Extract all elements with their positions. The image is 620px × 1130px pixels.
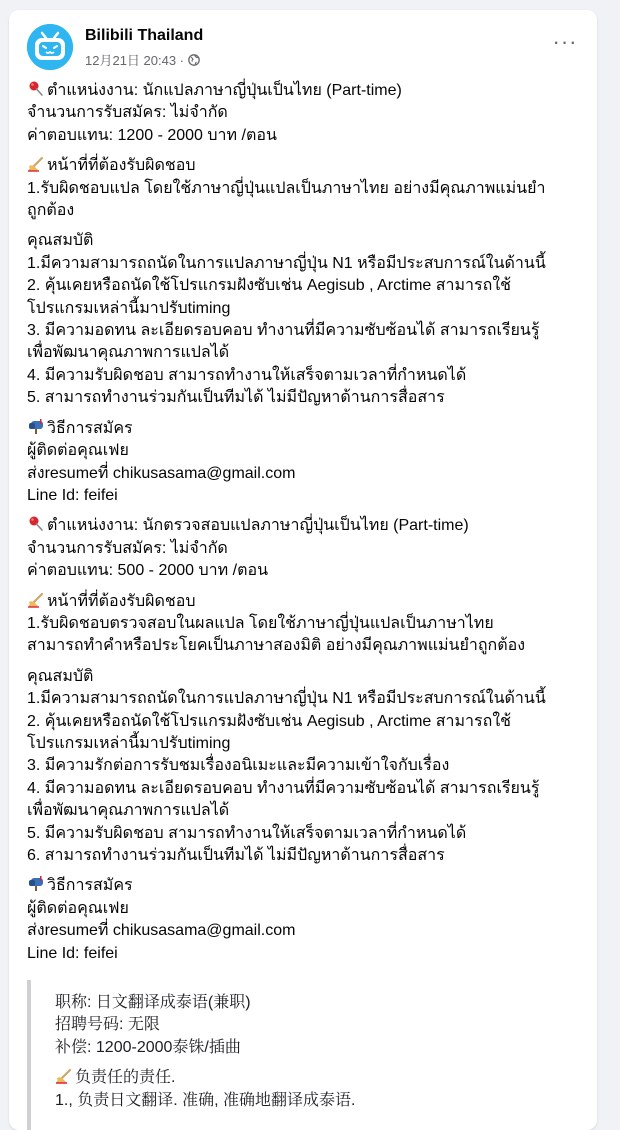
job2-qual-line: 2. คุ้นเคยหรือถนัดใช้โปรแกรมฝังซับเช่น Aegisub , Arctime สามารถใช้ — [27, 712, 511, 730]
job1-qualifications — [27, 230, 587, 409]
job1-apply-heading — [27, 418, 587, 440]
job1-qual-line: 1.มีความสามารถถนัดในการแปลภาษาญี่ปุ่น N1 หรือมีประสบการณ์ในด้านนี้ — [27, 254, 546, 272]
translated-quote-block — [27, 980, 591, 1130]
job1-qual-line: โปรแกรมเหล่านี้มาปรับtiming — [27, 299, 231, 317]
writing-hand-icon — [55, 1067, 74, 1084]
quote-content — [55, 992, 355, 1120]
cn-duty-heading — [55, 1067, 355, 1089]
job1-pay: ค่าตอบแทน: 1200 - 2000 บาท /ตอน — [27, 126, 277, 144]
post-header — [9, 10, 597, 72]
job2-openings: จำนวนการรับสมัคร: ไม่จำกัด — [27, 539, 228, 557]
cn-line: 职称: 日文翻译成泰语(兼职) — [55, 994, 251, 1011]
pushpin-icon — [27, 515, 46, 532]
cn-duty-title: 负责任的责任. — [75, 1069, 176, 1087]
job1-openings: จำนวนการรับสมัคร: ไม่จำกัด — [27, 104, 228, 122]
job1-qual-line: 4. มีความรับผิดชอบ สามารถทำงานให้เสร็จตามเวลาที่กำหนดได้ — [27, 366, 467, 384]
bilibili-tv-icon — [27, 24, 73, 70]
job2-qual-line: 3. มีความรักต่อการรับชมเรื่องอนิเมะและมีความเข้าใจกับเรื่อง — [27, 757, 450, 775]
job2-summary — [27, 515, 587, 582]
job2-qual-title: คุณสมบัติ — [27, 667, 94, 685]
job1-duties — [27, 155, 587, 222]
more-options-button[interactable]: ··· — [552, 29, 578, 54]
job1-position-line — [27, 80, 587, 102]
job1-duty-heading — [27, 155, 587, 177]
cn-duty-line: 1., 负责日文翻译. 准确, 准确地翻译成泰语. — [55, 1091, 356, 1109]
job1-qual-line: 5. สามารถทำงานร่วมกันเป็นทีมได้ ไม่มีปัญหาด้านการสื่อสาร — [27, 389, 445, 407]
job1-line-id: Line Id: feifei — [27, 486, 118, 504]
job1-duty-line: 1.รับผิดชอบแปล โดยใช้ภาษาญี่ปุ่นแปลเป็นภาษาไทย อย่างมีคุณภาพแม่นยำ — [27, 179, 546, 197]
job2-position-line — [27, 515, 587, 537]
job2-duties — [27, 591, 587, 658]
job2-pay: ค่าตอบแทน: 500 - 2000 บาท /ตอน — [27, 562, 268, 580]
job2-qual-line: 5. มีความรับผิดชอบ สามารถทำงานให้เสร็จตามเวลาที่กำหนดได้ — [27, 824, 467, 842]
job2-duty-line: 1.รับผิดชอบตรวจสอบในผลแปล โดยใช้ภาษาญี่ปุ่นแปลเป็นภาษาไทย — [27, 614, 494, 632]
job1-email: ส่งresumeที่ chikusasama@gmail.com — [27, 464, 296, 482]
job2-duty-line: สามารถทำคำหรือประโยคเป็นภาษาสองมิติ อย่างมีคุณภาพแม่นยำถูกต้อง — [27, 637, 526, 655]
post-card — [9, 10, 597, 1130]
mailbox-icon — [27, 875, 46, 892]
page-name[interactable]: Bilibili Thailand — [85, 27, 204, 44]
job1-qual-title: คุณสมบัติ — [27, 232, 94, 250]
writing-hand-icon — [27, 591, 46, 608]
job2-apply-heading — [27, 875, 587, 897]
job2-qual-line: 1.มีความสามารถถนัดในการแปลภาษาญี่ปุ่น N1 หรือมีประสบการณ์ในด้านนี้ — [27, 690, 546, 708]
job2-qual-line: เพื่อพัฒนาคุณภาพการแปลได้ — [27, 802, 230, 820]
cn-duties — [55, 1067, 355, 1112]
job1-apply — [27, 418, 587, 508]
job2-contact: ผู้ติดต่อคุณเฟย — [27, 899, 129, 917]
job2-line-id: Line Id: feifei — [27, 944, 118, 962]
cn-line: 招聘号码: 无限 — [55, 1016, 160, 1034]
job2-qual-line: 6. สามารถทำงานร่วมกันเป็นทีมได้ ไม่มีปัญหาด้านการสื่อสาร — [27, 847, 445, 864]
job2-email: ส่งresumeที่ chikusasama@gmail.com — [27, 922, 296, 940]
job2-qualifications — [27, 666, 587, 868]
job1-contact: ผู้ติดต่อคุณเฟย — [27, 442, 129, 460]
pushpin-icon — [27, 80, 46, 97]
job1-summary — [27, 80, 587, 147]
job2-duty-title: หน้าที่ที่ต้องรับผิดชอบ — [47, 592, 196, 610]
job1-qual-line: 2. คุ้นเคยหรือถนัดใช้โปรแกรมฝังซับเช่น Aegisub , Arctime สามารถใช้ — [27, 277, 511, 295]
job2-qual-line: โปรแกรมเหล่านี้มาปรับtiming — [27, 734, 231, 752]
job1-apply-title: วิธีการสมัคร — [47, 419, 133, 437]
job1-position: ตำแหน่งงาน: นักแปลภาษาญี่ปุ่นเป็นไทย (Part-time) — [47, 82, 402, 99]
job1-qual-line: 3. มีความอดทน ละเอียดรอบคอบ ทำงานที่มีความซับซ้อนได้ สามารถเรียนรู้ — [27, 322, 540, 340]
job2-duty-heading — [27, 591, 587, 613]
cn-line: 补偿: 1200-2000泰铢/插曲 — [55, 1038, 241, 1056]
job1-qual-line: เพื่อพัฒนาคุณภาพการแปลได้ — [27, 344, 230, 362]
mailbox-icon — [27, 418, 46, 435]
job2-qual-line: 4. มีความอดทน ละเอียดรอบคอบ ทำงานที่มีความซับซ้อนได้ สามารถเรียนรู้ — [27, 779, 540, 797]
job1-duty-line: ถูกต้อง — [27, 202, 75, 220]
post-meta — [85, 50, 200, 69]
globe-icon — [188, 54, 200, 66]
cn-summary — [55, 992, 355, 1059]
writing-hand-icon — [27, 155, 46, 172]
post-text — [27, 80, 587, 973]
job2-apply-title: วิธีการสมัคร — [47, 877, 133, 895]
job2-position: ตำแหน่งงาน: นักตรวจสอบแปลภาษาญี่ปุ่นเป็นไทย (Part-time) — [47, 517, 469, 535]
page-avatar[interactable] — [27, 24, 73, 70]
job2-apply — [27, 875, 587, 965]
job1-duty-title: หน้าที่ที่ต้องรับผิดชอบ — [47, 157, 196, 175]
post-timestamp[interactable]: 12月21日 20:43 · — [85, 53, 185, 68]
